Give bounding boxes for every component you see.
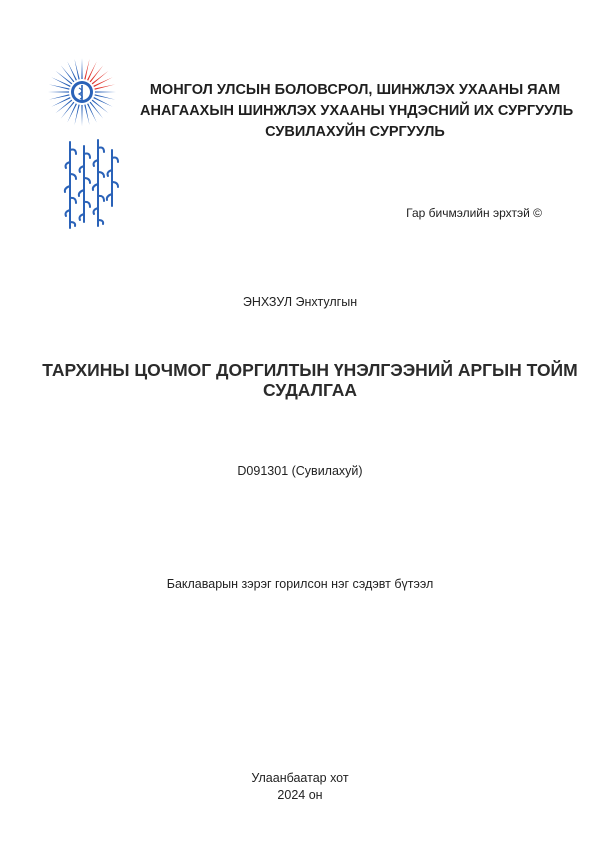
logo-ray: [95, 84, 116, 89]
ministry-header: [140, 80, 574, 143]
specialty-code: D091301 (Сувилахуй): [237, 464, 363, 478]
thesis-title-line-2: СУДАЛГАА: [262, 380, 358, 400]
logo-ray: [55, 71, 72, 85]
logo-ray: [49, 94, 70, 99]
place-and-year: [0, 770, 600, 804]
logo-ray: [92, 71, 109, 85]
university-name: АНАГААХЫН ШИНЖЛЭХ УХААНЫ ҮНДЭСНИЙ ИХ СУРГУУЛЬ: [140, 103, 574, 119]
logo-ray: [90, 102, 104, 119]
copyright-notice: Гар бичмэлийн эрхтэй ©: [406, 206, 542, 220]
city: Улаанбаатар хот: [251, 771, 349, 785]
logo-ray: [61, 102, 75, 119]
logo-ray: [92, 100, 109, 114]
thesis-title-line-1: ТАРХИНЫ ЦОЧМОГ ДОРГИЛТЫН ҮНЭЛГЭЭНИЙ АРГЫН ТОЙМ: [42, 360, 578, 380]
logo-ray: [84, 59, 89, 80]
logo-ray: [74, 105, 79, 126]
ministry-name: МОНГОЛ УЛСЫН БОЛОВСРОЛ, ШИНЖЛЭХ УХААНЫ ЯАМ: [149, 82, 561, 98]
logo-ray: [84, 105, 89, 126]
logo-ray: [95, 91, 116, 92]
logo-ray: [61, 65, 75, 82]
logo-ray: [55, 100, 72, 114]
logo-ray: [95, 94, 116, 99]
degree-statement: Баклаварын зэрэг горилсон нэг сэдэвт бүтээл: [166, 577, 434, 591]
author-name: ЭНХЗУЛ Энхтулгын: [242, 295, 358, 309]
logo-ray: [81, 58, 82, 79]
logo-ray: [49, 84, 70, 89]
thesis-title: [40, 360, 580, 400]
logo-ray: [48, 91, 69, 92]
year: 2024 он: [277, 788, 323, 802]
mongolian-script-emblem: [60, 136, 120, 236]
logo-ray: [81, 105, 82, 126]
logo-ray: [90, 65, 104, 82]
school-name: СУВИЛАХУЙН СУРГУУЛЬ: [265, 124, 445, 140]
logo-ray: [74, 59, 79, 80]
university-logo: [47, 57, 117, 127]
